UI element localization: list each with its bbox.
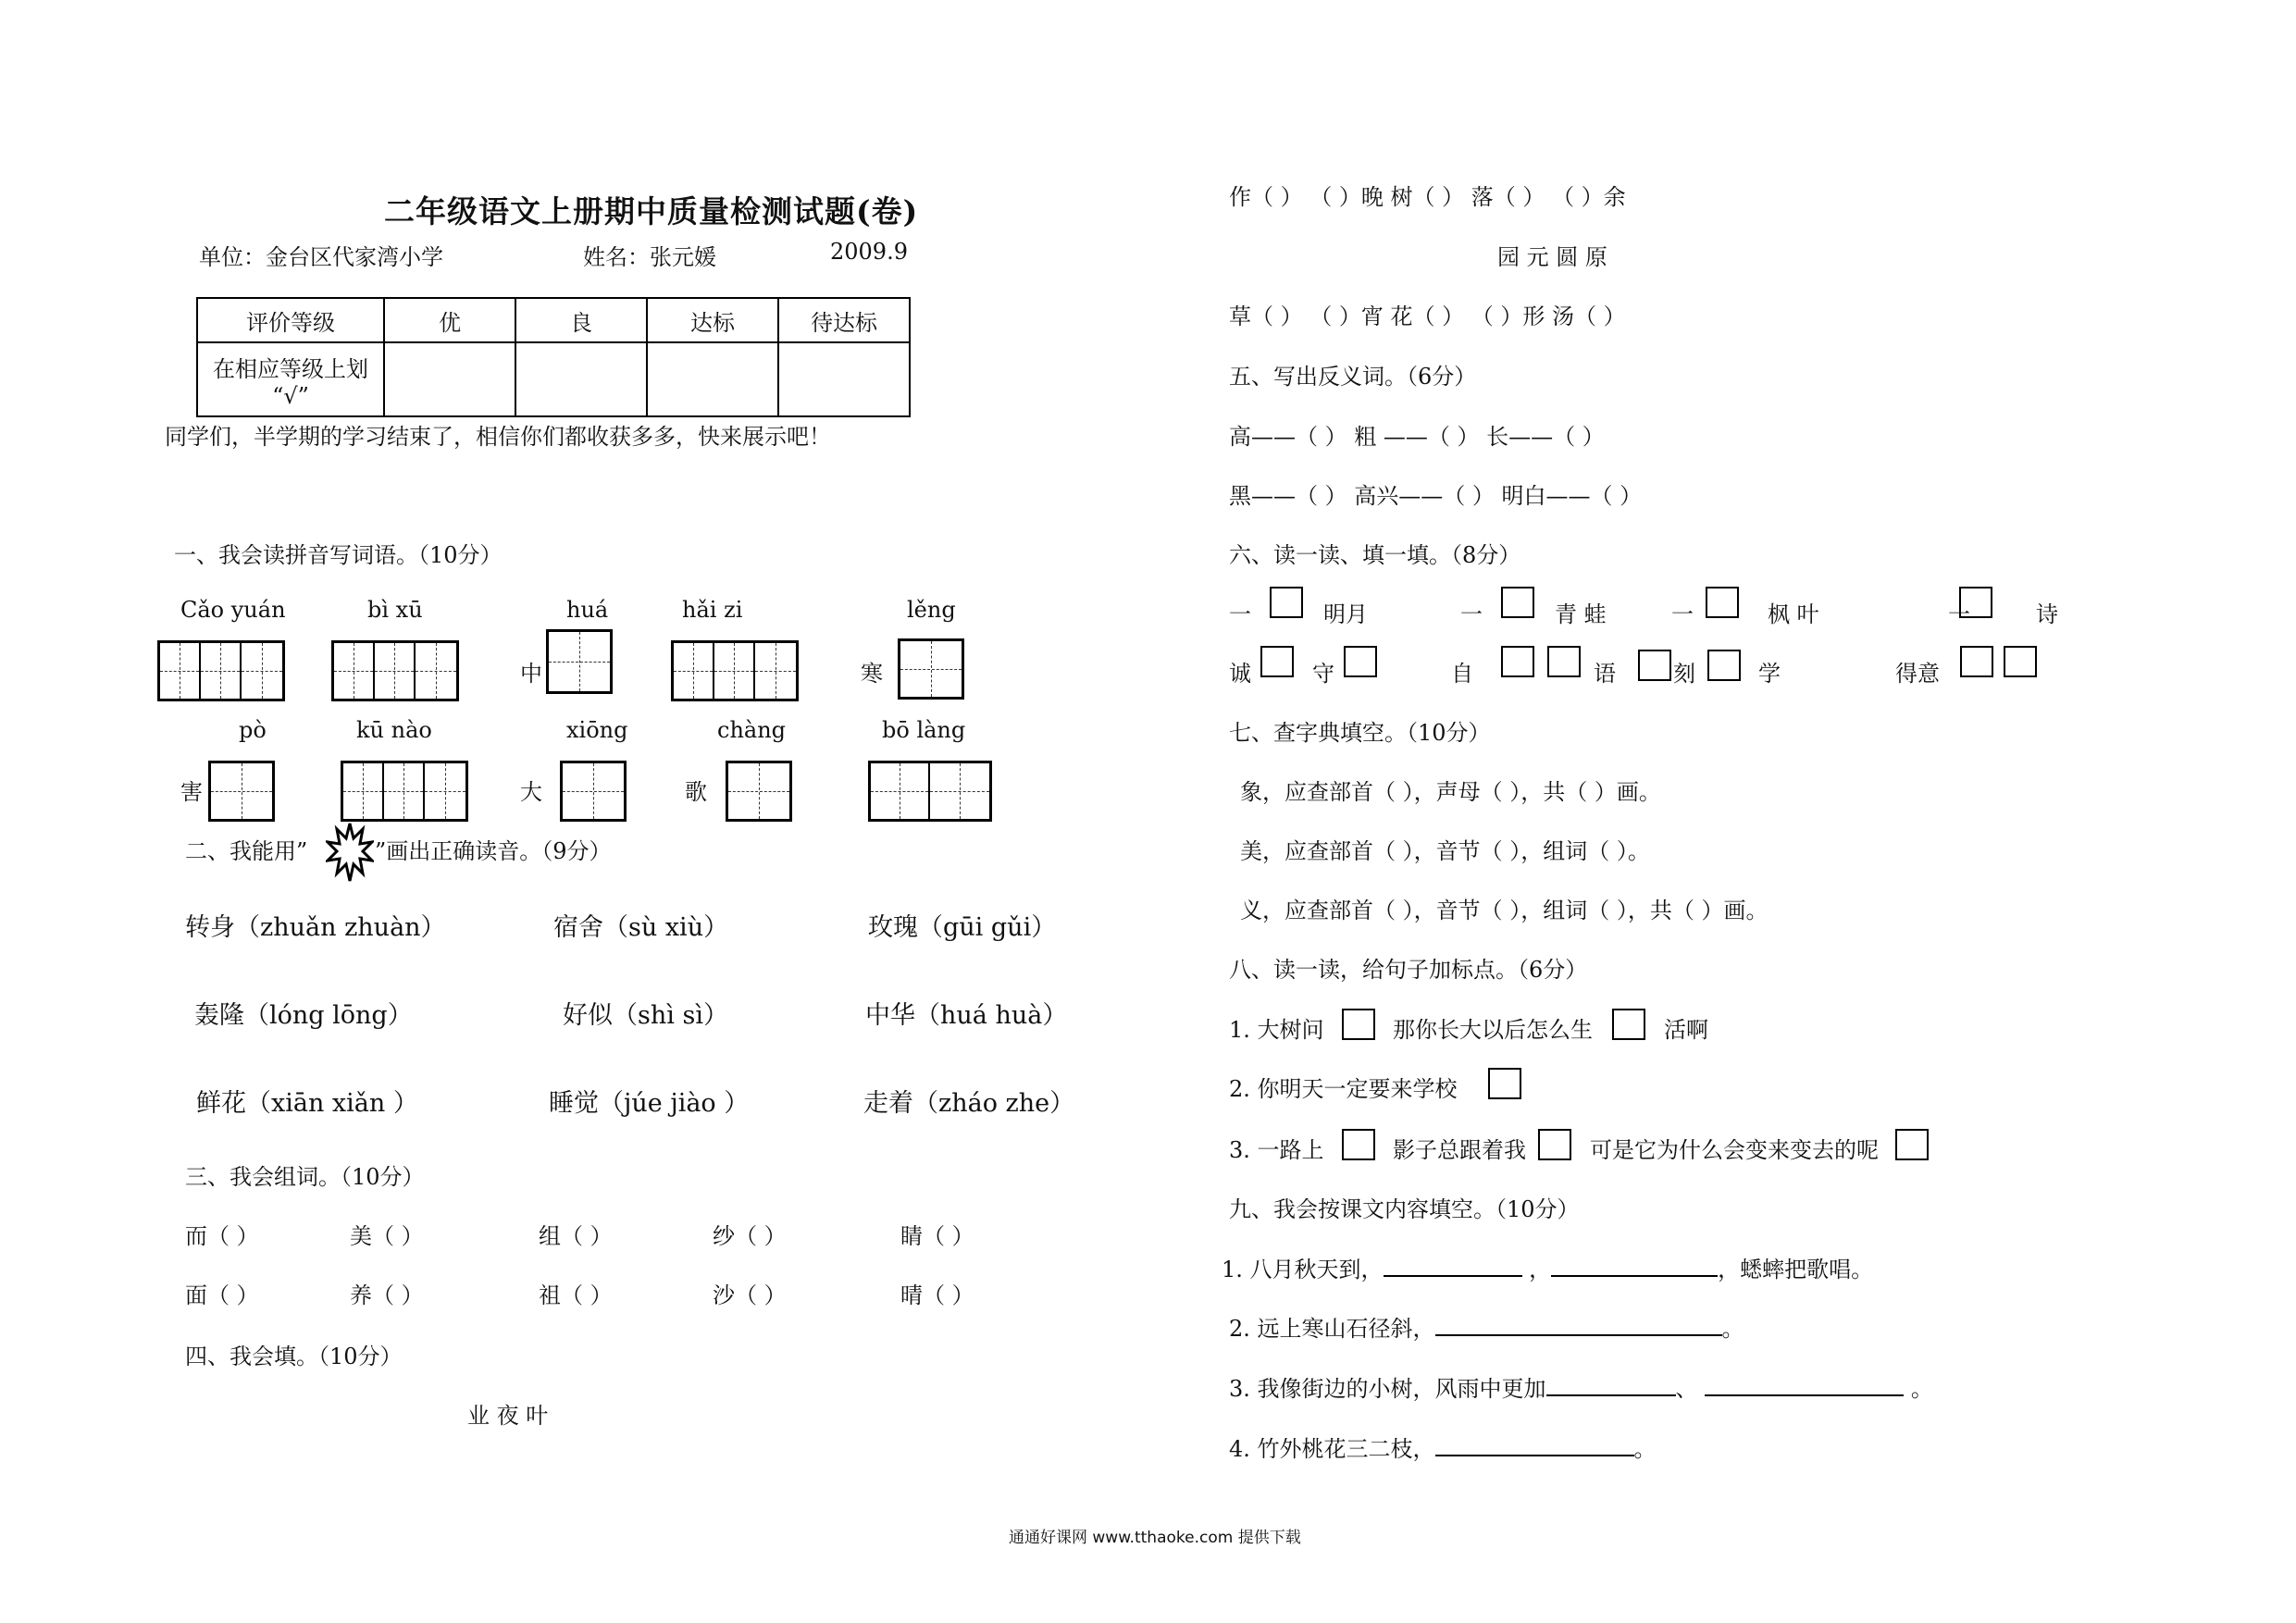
grade-row-label-line1: 在相应等级上划 bbox=[213, 355, 368, 382]
poem-text: 2. 远上寒山石径斜， bbox=[1229, 1316, 1435, 1342]
writing-grid[interactable] bbox=[331, 640, 459, 701]
homophone-blanks[interactable]: 草（ ） （ ）宵 花（ ） （ ）形 汤（ ） bbox=[1229, 304, 1626, 329]
answer-line[interactable] bbox=[1384, 1257, 1522, 1277]
answer-line[interactable] bbox=[1705, 1376, 1904, 1396]
writing-grid[interactable] bbox=[157, 640, 285, 701]
poem-text: 、 bbox=[1675, 1376, 1698, 1402]
answer-square[interactable] bbox=[1707, 650, 1741, 681]
answer-line[interactable] bbox=[1546, 1376, 1676, 1396]
idiom-char: 学 bbox=[1758, 661, 1781, 687]
answer-square[interactable] bbox=[1960, 646, 1993, 677]
section2-title-a: 二、我能用” bbox=[185, 838, 308, 864]
section5-title: 五、写出反义词。（6分） bbox=[1229, 364, 1477, 390]
dictionary-line[interactable]: 义，应查部首（ ），音节（ ），组词（ ），共（ ）画。 bbox=[1240, 898, 1769, 923]
answer-square[interactable] bbox=[1706, 587, 1739, 618]
given-char: 歌 bbox=[685, 779, 707, 805]
homophone-blanks[interactable]: 作（ ） （ ）晚 树（ ） 落（ ） （ ）余 bbox=[1229, 184, 1626, 210]
pinyin-choice[interactable]: 睡觉（júe jiào ） bbox=[549, 1089, 750, 1118]
fill-word: 诗 bbox=[2036, 601, 2058, 627]
poem-text: 。 bbox=[1633, 1436, 1657, 1462]
pinyin: xiōng bbox=[566, 717, 628, 743]
word-blank[interactable]: 美（ ） bbox=[350, 1223, 424, 1249]
quantifier-label: 一 bbox=[1671, 601, 1694, 627]
pinyin-choice[interactable]: 鲜花（xiān xiǎn ） bbox=[196, 1089, 418, 1118]
poem-text: 。 bbox=[1721, 1316, 1744, 1342]
antonym-row[interactable]: 黑——（ ） 高兴——（ ） 明白——（ ） bbox=[1229, 483, 1643, 509]
answer-square[interactable] bbox=[1638, 650, 1671, 681]
given-char: 中 bbox=[520, 661, 542, 687]
sentence-part: 影子总跟着我 bbox=[1393, 1137, 1526, 1163]
idiom-char: 自 bbox=[1451, 661, 1473, 687]
pinyin-choice[interactable]: 宿舍（sù xiù） bbox=[553, 913, 729, 942]
answer-line[interactable] bbox=[1435, 1436, 1634, 1456]
poem-text: 。 bbox=[1910, 1376, 1933, 1402]
fill-word: 明月 bbox=[1323, 601, 1368, 627]
grade-header: 待达标 bbox=[778, 298, 910, 342]
writing-grid[interactable] bbox=[671, 640, 799, 701]
answer-line[interactable] bbox=[1551, 1257, 1718, 1277]
section4-title: 四、我会填。（10分） bbox=[185, 1344, 403, 1369]
pinyin-choice[interactable]: 中华（huá huà） bbox=[865, 1001, 1068, 1030]
word-blank[interactable]: 组（ ） bbox=[539, 1223, 613, 1249]
paper-title: 二年级语文上册期中质量检测试题(卷) bbox=[384, 193, 919, 229]
answer-square[interactable] bbox=[2004, 646, 2037, 677]
pinyin: pò bbox=[239, 717, 267, 743]
pinyin: lěng bbox=[907, 597, 956, 623]
poem-text: ，蟋蟀把歌唱。 bbox=[1718, 1257, 1874, 1282]
fill-word: 青 蛙 bbox=[1555, 601, 1607, 627]
pinyin: bō làng bbox=[882, 717, 966, 743]
pinyin: chàng bbox=[717, 717, 787, 743]
sentence-part: 可是它为什么会变来变去的呢 bbox=[1590, 1137, 1879, 1163]
answer-square[interactable] bbox=[1959, 587, 1992, 618]
homophone-chars: 园 元 圆 原 bbox=[1497, 244, 1607, 270]
answer-square[interactable] bbox=[1547, 646, 1581, 677]
answer-square[interactable] bbox=[1501, 587, 1534, 618]
grade-header: 达标 bbox=[647, 298, 778, 342]
word-blank[interactable]: 祖（ ） bbox=[539, 1282, 613, 1308]
pinyin-choice[interactable]: 走着（zháo zhe） bbox=[863, 1089, 1075, 1118]
answer-line[interactable] bbox=[1435, 1316, 1722, 1336]
grade-cell[interactable] bbox=[515, 342, 647, 416]
section2-title-b: ”画出正确读音。（9分） bbox=[375, 838, 612, 864]
word-blank[interactable]: 晴（ ） bbox=[900, 1282, 974, 1308]
unit-label: 单位：金台区代家湾小学 bbox=[199, 244, 443, 270]
dictionary-line[interactable]: 象，应查部首（ ），声母（ ），共（ ）画。 bbox=[1240, 779, 1661, 805]
punctuation-box[interactable] bbox=[1488, 1068, 1521, 1099]
pinyin-choice[interactable]: 轰隆（lóng lōng） bbox=[194, 1001, 413, 1030]
grade-cell[interactable] bbox=[647, 342, 778, 416]
idiom-char: 得意 bbox=[1895, 661, 1940, 687]
word-blank[interactable]: 养（ ） bbox=[350, 1282, 424, 1308]
section8-title: 八、读一读，给句子加标点。（6分） bbox=[1229, 957, 1588, 983]
idiom-char: 诚 bbox=[1229, 661, 1251, 687]
writing-grid[interactable] bbox=[726, 761, 792, 822]
grade-row-label-line2: “√” bbox=[272, 382, 309, 409]
punctuation-box[interactable] bbox=[1612, 1009, 1645, 1040]
word-blank[interactable]: 而（ ） bbox=[185, 1223, 259, 1249]
answer-square[interactable] bbox=[1344, 646, 1377, 677]
grade-header: 优 bbox=[384, 298, 515, 342]
punctuation-box[interactable] bbox=[1342, 1129, 1375, 1160]
given-char: 大 bbox=[520, 779, 542, 805]
name-label: 姓名：张元媛 bbox=[583, 244, 716, 270]
section3-title: 三、我会组词。（10分） bbox=[185, 1164, 425, 1190]
idiom-char: 守 bbox=[1312, 661, 1334, 687]
date-label: 2009.9 bbox=[830, 239, 908, 265]
burst-icon bbox=[326, 822, 374, 883]
pinyin: huá bbox=[566, 597, 609, 623]
poem-line bbox=[1229, 1370, 1933, 1403]
writing-grid[interactable] bbox=[341, 761, 468, 822]
poem-line bbox=[1229, 1431, 1657, 1463]
given-char: 害 bbox=[180, 779, 203, 805]
pinyin: bì xū bbox=[367, 597, 423, 623]
idiom-char: 语 bbox=[1594, 661, 1616, 687]
writing-grid[interactable] bbox=[560, 761, 627, 822]
poem-line bbox=[1229, 1310, 1744, 1343]
section6-title: 六、读一读、填一填。（8分） bbox=[1229, 542, 1521, 568]
antonym-row[interactable]: 高——（ ） 粗 ——（ ） 长——（ ） bbox=[1229, 424, 1605, 450]
word-blank[interactable]: 睛（ ） bbox=[900, 1223, 974, 1249]
pinyin-choice[interactable]: 转身（zhuǎn zhuàn） bbox=[185, 913, 446, 942]
answer-square[interactable] bbox=[1270, 587, 1303, 618]
writing-grid[interactable] bbox=[868, 761, 992, 822]
poem-text: 1. 八月秋天到， bbox=[1222, 1257, 1384, 1282]
homophone-chars: 业 夜 叶 bbox=[467, 1403, 549, 1429]
writing-grid[interactable] bbox=[546, 629, 613, 694]
pinyin-choice[interactable]: 玫瑰（gūi gǔi） bbox=[868, 913, 1057, 942]
quantifier-label: 一 bbox=[1948, 601, 1970, 627]
idiom-char: 刻 bbox=[1673, 661, 1695, 687]
grade-table bbox=[196, 297, 911, 417]
writing-grid[interactable] bbox=[898, 638, 964, 700]
punctuation-box[interactable] bbox=[1895, 1129, 1929, 1160]
pinyin: hǎi zi bbox=[682, 597, 743, 623]
answer-square[interactable] bbox=[1260, 646, 1294, 677]
poem-text: 3. 我像街边的小树，风雨中更加 bbox=[1229, 1376, 1546, 1402]
poem-text: ， bbox=[1529, 1257, 1552, 1282]
answer-square[interactable] bbox=[1501, 646, 1534, 677]
pinyin: Cǎo yuán bbox=[180, 597, 286, 623]
sentence-part: 1. 大树问 bbox=[1229, 1017, 1324, 1043]
fill-word: 枫 叶 bbox=[1768, 601, 1819, 627]
punctuation-box[interactable] bbox=[1538, 1129, 1571, 1160]
poem-text: 4. 竹外桃花三二枝， bbox=[1229, 1436, 1435, 1462]
grade-cell[interactable] bbox=[778, 342, 910, 416]
punctuation-box[interactable] bbox=[1342, 1009, 1375, 1040]
writing-grid[interactable] bbox=[208, 761, 275, 822]
pinyin: kū nào bbox=[356, 717, 432, 743]
sentence-part: 活啊 bbox=[1664, 1017, 1708, 1043]
grade-cell[interactable] bbox=[384, 342, 515, 416]
sentence-part: 那你长大以后怎么生 bbox=[1393, 1017, 1593, 1043]
sentence-part: 2. 你明天一定要来学校 bbox=[1229, 1076, 1458, 1102]
section7-title: 七、查字典填空。（10分） bbox=[1229, 720, 1491, 746]
quantifier-label: 一 bbox=[1229, 601, 1251, 627]
footer-credit: 通通好课网 www.tthaoke.com 提供下载 bbox=[1009, 1529, 1301, 1547]
grade-row-label bbox=[197, 342, 384, 416]
word-blank[interactable]: 纱（ ） bbox=[713, 1223, 787, 1249]
grade-header: 良 bbox=[515, 298, 647, 342]
pinyin-choice[interactable]: 好似（shì sì） bbox=[563, 1001, 728, 1030]
word-blank[interactable]: 面（ ） bbox=[185, 1282, 259, 1308]
grade-header: 评价等级 bbox=[197, 298, 384, 342]
quantifier-label: 一 bbox=[1460, 601, 1483, 627]
word-blank[interactable]: 沙（ ） bbox=[713, 1282, 787, 1308]
dictionary-line[interactable]: 美，应查部首（ ），音节（ ），组词（ ）。 bbox=[1240, 838, 1650, 864]
given-char: 寒 bbox=[861, 661, 883, 687]
section9-title: 九、我会按课文内容填空。（10分） bbox=[1229, 1196, 1580, 1222]
section1-title: 一、我会读拼音写词语。（10分） bbox=[174, 542, 503, 568]
poem-line bbox=[1222, 1251, 1873, 1283]
sentence-part: 3. 一路上 bbox=[1229, 1137, 1324, 1163]
intro-text: 同学们，半学期的学习结束了，相信你们都收获多多，快来展示吧！ bbox=[165, 424, 831, 450]
